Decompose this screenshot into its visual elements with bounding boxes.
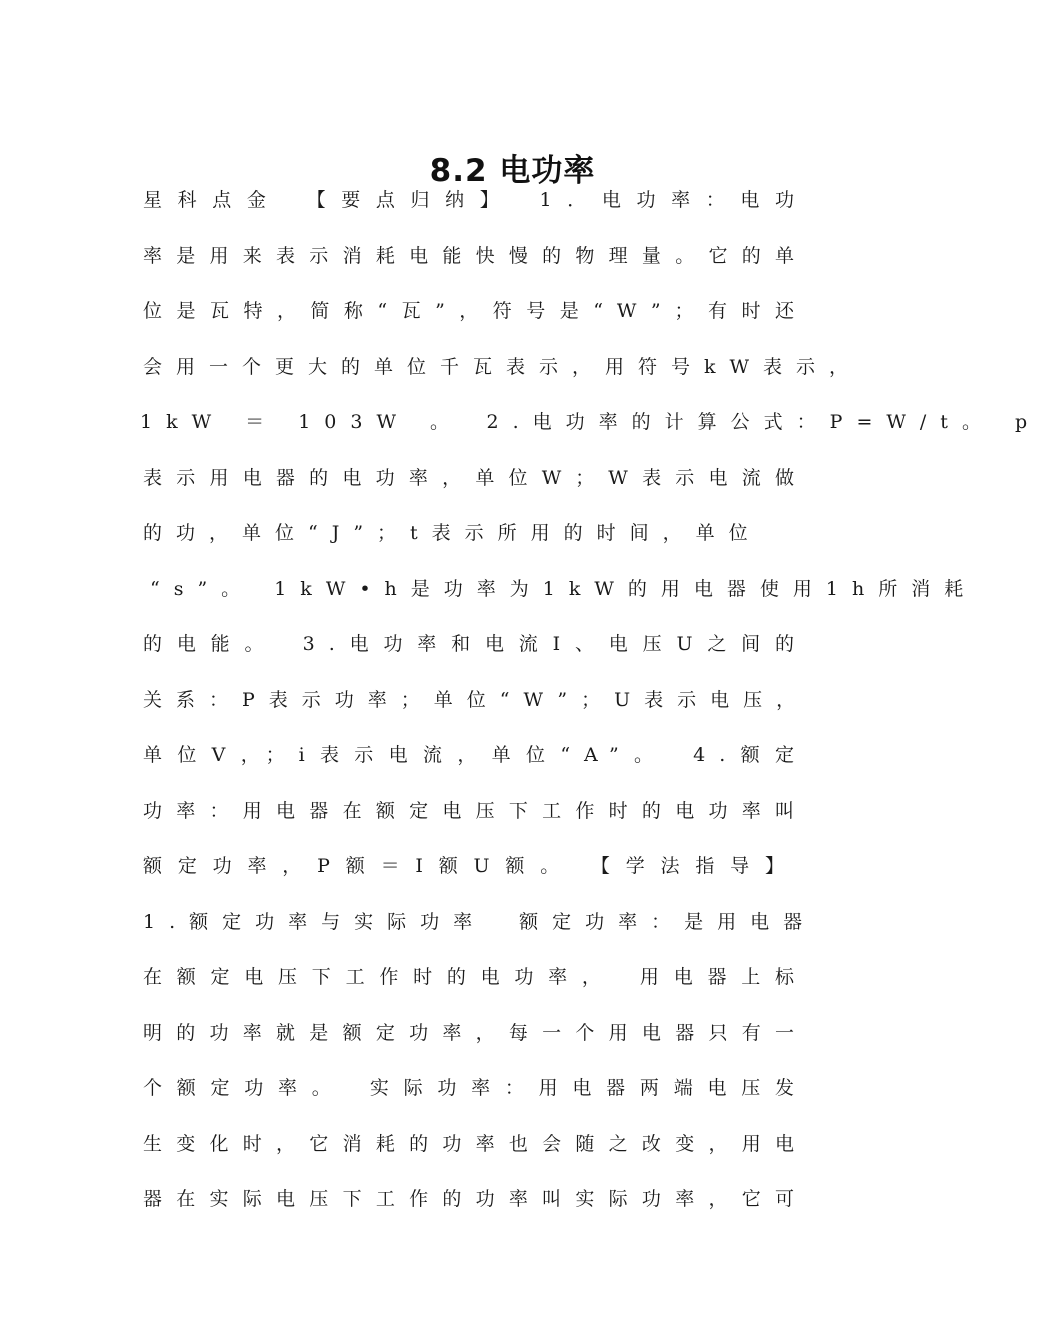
text-line: 的电能。 3.电功率和电流I、电压U之间的 bbox=[143, 633, 808, 655]
text-line: 星科点金 【要点归纳】 1．电功率：电功 bbox=[143, 189, 808, 211]
text-line: 1.额定功率与实际功率 额定功率：是用电器 bbox=[143, 911, 817, 933]
text-line: 功率：用电器在额定电压下工作时的电功率叫 bbox=[143, 800, 808, 822]
text-line: 表示用电器的电功率，单位W；W表示电流做 bbox=[143, 467, 808, 489]
text-line: 额定功率，P额＝I额U额。 【学法指导】 bbox=[143, 855, 798, 877]
text-line: 个额定功率。 实际功率：用电器两端电压发 bbox=[143, 1077, 808, 1099]
text-line: 单位V，；i表示电流，单位“A”。 4.额定 bbox=[143, 744, 808, 766]
text-line: 会用一个更大的单位千瓦表示，用符号kW表示， bbox=[143, 356, 863, 378]
text-line: 1kW ＝ 103W 。 2.电功率的计算公式：P=W/t。 p bbox=[140, 411, 1041, 433]
page-title: 8.2 电功率 bbox=[429, 152, 596, 189]
text-line: 器在实际电压下工作的功率叫实际功率，它可 bbox=[143, 1188, 808, 1210]
text-line: 生变化时，它消耗的功率也会随之改变，用电 bbox=[143, 1133, 808, 1155]
text-line: 在额定电压下工作时的电功率， 用电器上标 bbox=[143, 966, 808, 988]
text-line: 明的功率就是额定功率，每一个用电器只有一 bbox=[143, 1022, 808, 1044]
text-line: “s”。 1kW•h是功率为1kW的用电器使用1h所消耗 bbox=[150, 578, 978, 600]
text-line: 率是用来表示消耗电能快慢的物理量。它的单 bbox=[143, 245, 808, 267]
text-line: 关系：P表示功率；单位“W”；U表示电压， bbox=[143, 689, 810, 711]
text-line: 位是瓦特，简称“瓦”，符号是“W”；有时还 bbox=[143, 300, 808, 322]
text-line: 的功，单位“J”；t表示所用的时间，单位 bbox=[143, 522, 762, 544]
